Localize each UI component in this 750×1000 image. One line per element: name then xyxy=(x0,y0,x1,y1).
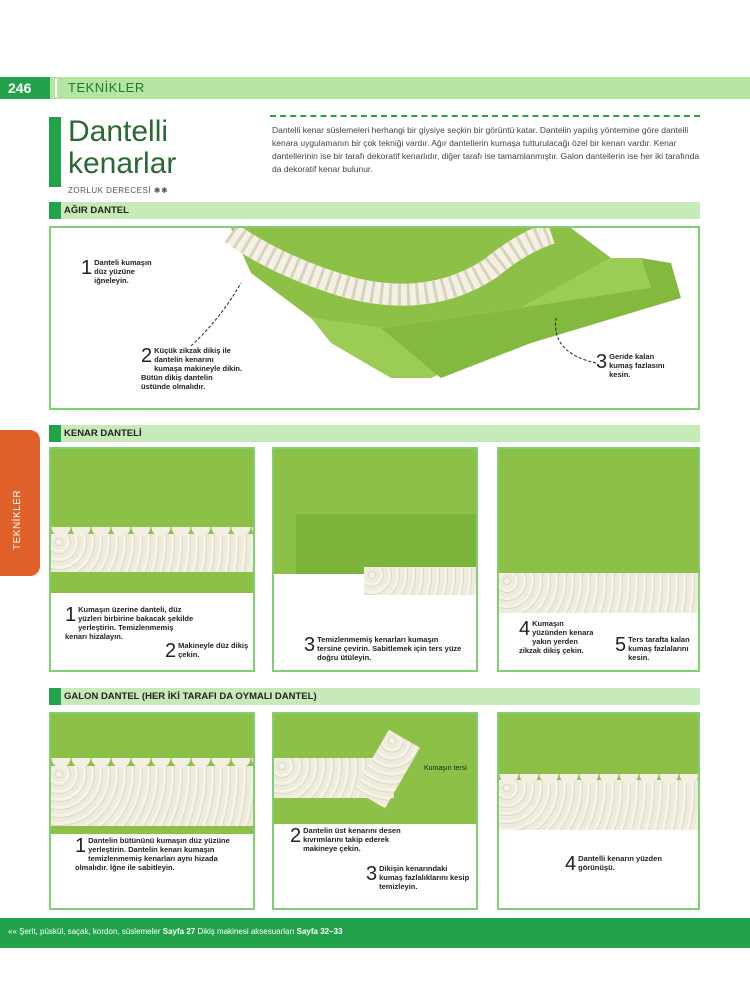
page-title-line1: Dantelli xyxy=(68,115,169,148)
agir-step-3-text: Geride kalan kumaş fazlasını kesin. xyxy=(609,352,665,379)
galon-step-1-text: Dantelin bütününü kumaşın düz yüzüne yerleştirin. Dantelin kenarı kumaşın temizlenmemiş kenarları aynı hizada olmalıdır. İğne ile sabitleyin. xyxy=(75,836,230,872)
agir-step-3-number: 3 xyxy=(596,351,608,373)
title-accent-bar xyxy=(49,117,61,187)
galon-step-1-number: 1 xyxy=(75,835,87,857)
panel-galon-1 xyxy=(49,712,255,910)
section-bar-kenar xyxy=(49,425,700,442)
kenar-step-2-number: 2 xyxy=(165,640,177,662)
galon-step-4-text: Dantelli kenarın yüzden görünüşü. xyxy=(578,854,662,872)
section-label-galon: GALON DANTEL (HER İKİ TARAFI DA OYMALI DANTEL) xyxy=(64,691,317,702)
panel-kenar-1 xyxy=(49,447,255,672)
kenar-step-2 xyxy=(165,641,251,661)
side-tab[interactable] xyxy=(0,430,40,576)
footer-ref-page-1[interactable]: Sayfa 27 xyxy=(162,927,196,936)
galon-callout: Kumaşın tersi xyxy=(424,765,467,772)
dashed-divider xyxy=(270,115,700,117)
kenar-step-1-number: 1 xyxy=(65,604,77,626)
title-block xyxy=(68,116,176,195)
kenar-step-1 xyxy=(65,605,195,641)
galon-step-2-number: 2 xyxy=(290,825,302,847)
galon-step-3-number: 3 xyxy=(366,863,378,885)
panel-kenar-3 xyxy=(497,447,700,672)
panel-agir-dantel xyxy=(49,226,700,410)
header-divider xyxy=(55,79,57,97)
kenar-step-1-text: Kumaşın üzerine danteli, düz yüzleri birbirine bakacak şekilde yerleştirin. Temizlenmemiş kenarı hizalayın. xyxy=(65,605,194,641)
agir-arrows xyxy=(51,228,698,408)
difficulty-rating: ZORLUK DERECESİ ✱✱ xyxy=(68,186,169,195)
agir-step-2-text: Küçük zikzak dikiş ile dantelin kenarını kumaşa makineyle dikin. Bütün dikiş dantelin üstünde olmalıdır. xyxy=(141,346,243,391)
galon-step-2 xyxy=(290,826,410,853)
footer-ref-page-2[interactable]: Sayfa 32–33 xyxy=(296,927,343,936)
galon-step-3-text: Dikişin kenarındaki kumaş fazlalıklarını kesip temizleyin. xyxy=(379,864,470,891)
footer-ref-text-1: Şerit, püskül, saçak, kordon, süslemeler xyxy=(19,927,161,936)
kenar-step-5-text: Ters tarafta kalan kumaş fazlalarını kesin. xyxy=(628,635,690,662)
kenar-step-3-text: Temizlenmemiş kenarları kumaşın tersine çevirin. Sabitlemek için ters yüze doğru ütüleyin. xyxy=(317,635,462,662)
panel-kenar-2 xyxy=(272,447,478,672)
galon-step-1 xyxy=(75,836,247,872)
footer-ref-text-2: Dikiş makinesi aksesuarları xyxy=(197,927,295,936)
kenar-step-3 xyxy=(304,635,464,662)
chapter-title: TEKNİKLER xyxy=(68,80,145,95)
kenar-step-5 xyxy=(615,635,695,662)
page-number: 246 xyxy=(0,77,50,99)
section-bar-agir xyxy=(49,202,700,219)
kenar-step-4-number: 4 xyxy=(519,618,531,640)
agir-step-1-text: Danteli kumaşın düz yüzüne iğneleyin. xyxy=(94,258,152,285)
galon-step-4-number: 4 xyxy=(565,853,577,875)
intro-paragraph: Dantelli kenar süslemeleri herhangi bir giysiye seçkin bir görüntü katar. Dantelin yapılış yöntemine göre dantelli kenara uygulamanın bir çok tekniği vardır. Ağır dantellerin kumaşa tutturulacağı özel bir kenarı vardır. Kenar dantellerinin ise bir tarafı dekoratif kenarlıdır, diğer tarafı ise tamamlanmıştır. Galon dantellerin ise her iki tarafında da dekoratif kenar bulunur. xyxy=(272,125,700,174)
agir-step-1-number: 1 xyxy=(81,257,93,279)
kenar-step-4 xyxy=(519,619,599,655)
galon-step-2-text: Dantelin üst kenarını desen kıvrımlarını takip ederek makineye çekin. xyxy=(303,826,401,853)
side-tab-label: TEKNİKLER xyxy=(12,489,23,550)
footer-arrow-icon: «« xyxy=(8,927,20,936)
panel-galon-2 xyxy=(272,712,478,910)
kenar-step-3-number: 3 xyxy=(304,634,316,656)
kenar-step-5-number: 5 xyxy=(615,634,627,656)
section-label-kenar: KENAR DANTELİ xyxy=(64,428,142,439)
kenar-step-4-text: Kumaşın yüzünden kenara yakın yerden zikzak dikiş çekin. xyxy=(519,619,594,655)
footer-crossrefs xyxy=(8,927,342,936)
agir-step-2-number: 2 xyxy=(141,345,153,367)
page-title-line2: kenarlar xyxy=(68,147,177,180)
panel-galon-3 xyxy=(497,712,700,910)
section-label-agir: AĞIR DANTEL xyxy=(64,205,129,216)
galon-step-3 xyxy=(366,864,472,891)
kenar-step-2-text: Makineyle düz dikiş çekin. xyxy=(178,641,249,659)
galon-step-4 xyxy=(565,854,685,874)
